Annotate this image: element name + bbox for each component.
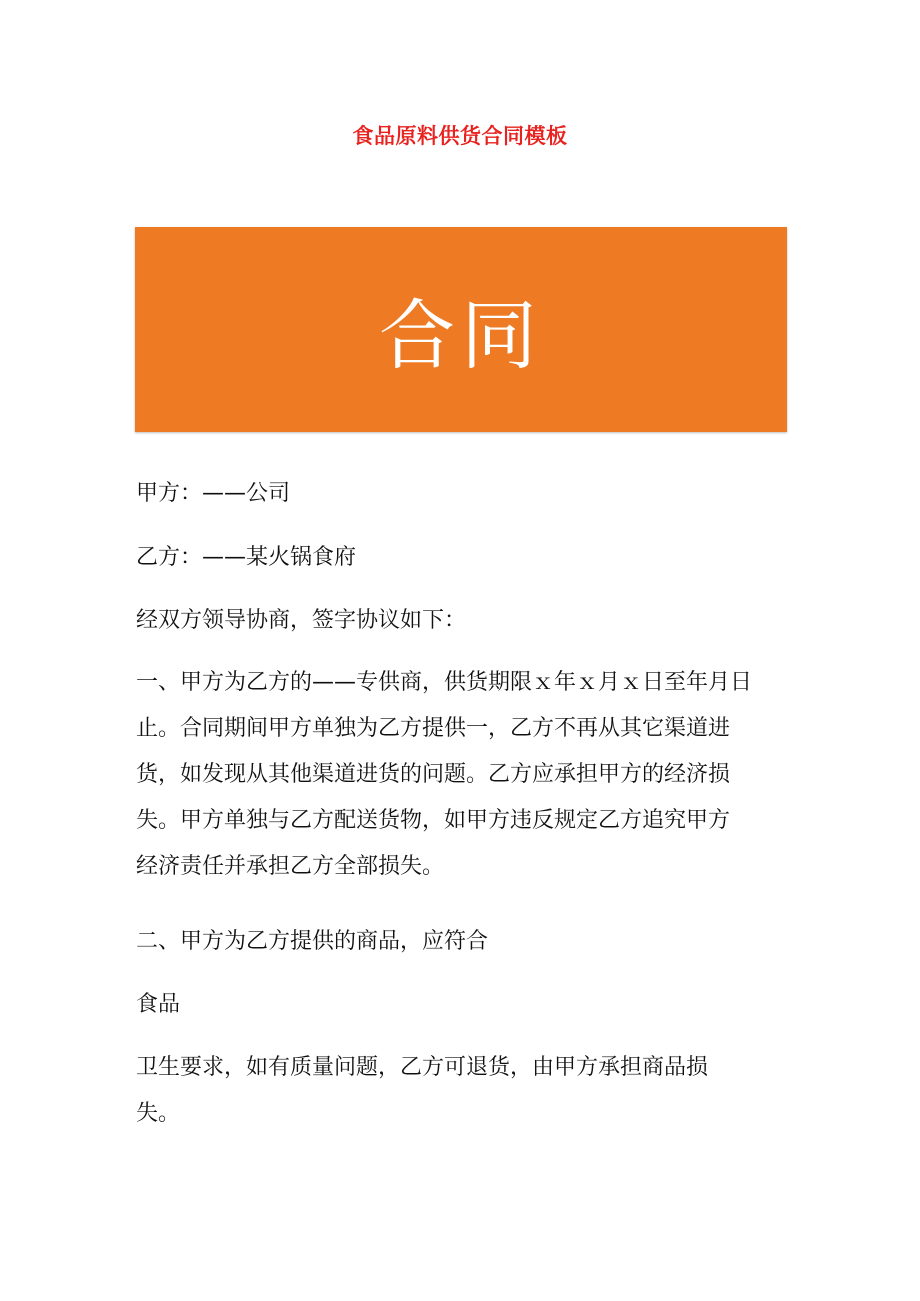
clause-1-line: 止。合同期间甲方单独为乙方提供一，乙方不再从其它渠道进 bbox=[136, 716, 731, 741]
party-b-line: 乙方：——某火锅食府 bbox=[136, 545, 357, 570]
clause-2-cont-line: 卫生要求，如有质量问题，乙方可退货，由甲方承担商品损 bbox=[136, 1055, 709, 1080]
contract-banner bbox=[135, 227, 787, 432]
clause-1-line: 货，如发现从其他渠道进货的问题。乙方应承担甲方的经济损 bbox=[136, 762, 731, 787]
clause-1-line: 一、甲方为乙方的——专供商，供货期限ｘ年ｘ月ｘ日至年月日 bbox=[136, 670, 753, 695]
clause-2-word: 食品 bbox=[136, 992, 181, 1017]
clause-2-line: 二、甲方为乙方提供的商品，应符合 bbox=[136, 929, 489, 954]
clause-1 bbox=[136, 660, 792, 890]
clause-1-line: 经济责任并承担乙方全部损失。 bbox=[136, 854, 445, 879]
intro-line: 经双方领导协商，签字协议如下： bbox=[136, 608, 467, 633]
clause-2-continued bbox=[136, 1045, 792, 1137]
banner-title: 合同 bbox=[379, 291, 543, 380]
party-a-line: 甲方：——公司 bbox=[136, 481, 291, 506]
clause-1-line: 失。甲方单独与乙方配送货物，如甲方违反规定乙方追究甲方 bbox=[136, 808, 731, 833]
clause-2-cont-line: 失。 bbox=[136, 1101, 181, 1126]
document-title: 食品原料供货合同模板 bbox=[352, 124, 568, 148]
